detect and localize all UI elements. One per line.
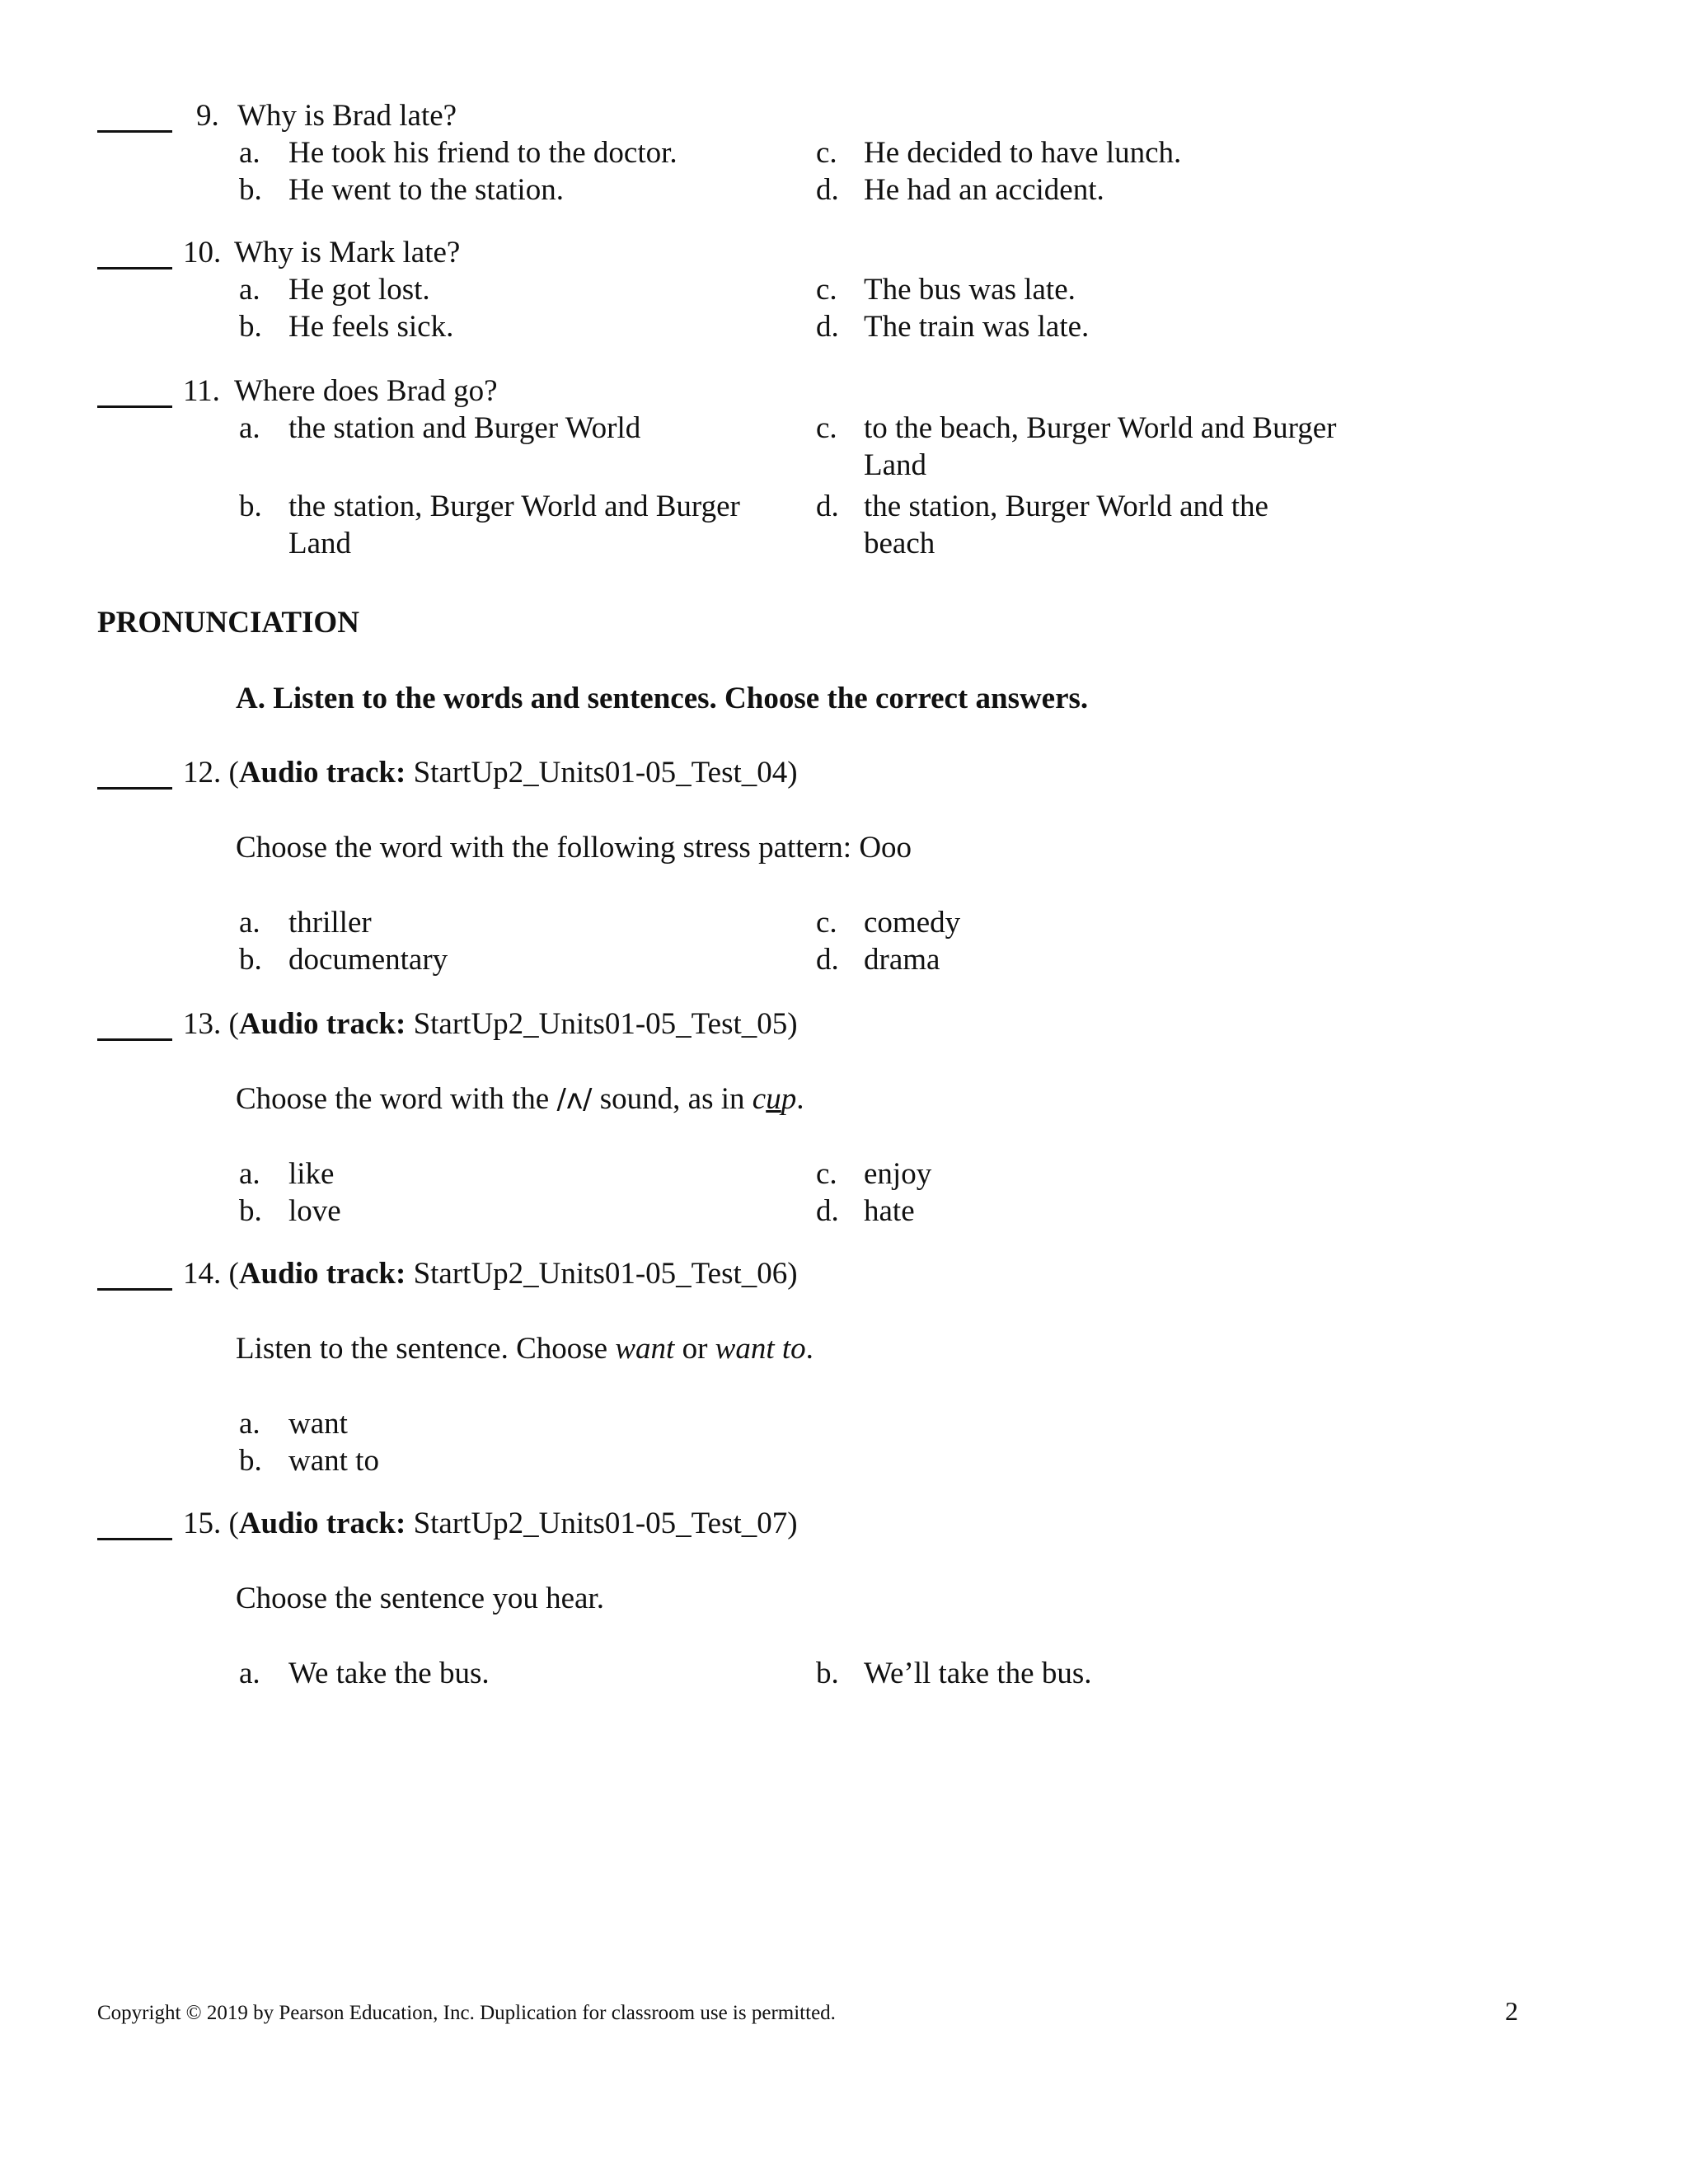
audio-question-line: 15. (Audio track: StartUp2_Units01-05_Test_07) [183, 1507, 798, 1540]
answer-blank [97, 787, 172, 790]
example-word: cup [752, 1082, 797, 1116]
option-text: He feels sick. [288, 310, 454, 344]
option-letter: b. [816, 1657, 839, 1690]
section-heading: PRONUNCIATION [97, 606, 359, 640]
option-letter: d. [816, 943, 839, 977]
option-letter: d. [816, 490, 839, 523]
option-letter: c. [816, 1157, 837, 1191]
option-letter: b. [239, 310, 262, 344]
option-letter: a. [239, 1407, 260, 1441]
option-text: Land [288, 527, 352, 560]
option-text: comedy [864, 906, 961, 940]
option-text: want to [288, 1444, 379, 1478]
question-stem: Why is Mark late? [234, 236, 461, 269]
option-letter: b. [239, 943, 262, 977]
option-letter: d. [816, 310, 839, 344]
audio-track-file: StartUp2_Units01-05_Test_06 [413, 1257, 788, 1291]
option-text: He took his friend to the doctor. [288, 136, 678, 170]
option-text: want [288, 1407, 348, 1441]
option-letter: c. [816, 136, 837, 170]
option-text: We take the bus. [288, 1657, 490, 1690]
question-prompt: Choose the word with the following stress pattern: Ooo [236, 831, 912, 865]
question-number: 15. [183, 1507, 222, 1540]
question-number: 10. [183, 236, 222, 269]
option-text: He went to the station. [288, 173, 564, 207]
question-stem: Why is Brad late? [237, 99, 457, 133]
option-text: to the beach, Burger World and Burger [864, 411, 1337, 445]
option-letter: d. [816, 1194, 839, 1228]
answer-blank [97, 405, 172, 408]
option-letter: a. [239, 273, 260, 307]
option-letter: d. [816, 173, 839, 207]
option-text: The train was late. [864, 310, 1090, 344]
option-text: beach [864, 527, 935, 560]
question-number: 14. [183, 1257, 222, 1291]
question-number: 11. [183, 374, 220, 408]
option-text: documentary [288, 943, 448, 977]
audio-track-file: StartUp2_Units01-05_Test_05 [413, 1007, 788, 1041]
audio-question-line: 13. (Audio track: StartUp2_Units01-05_Test_05) [183, 1007, 798, 1041]
audio-track-label: Audio track: [238, 756, 406, 790]
option-letter: b. [239, 490, 262, 523]
question-number: 9. [196, 99, 219, 133]
answer-blank [97, 267, 172, 269]
phoneme-symbol: /ʌ/ [556, 1083, 593, 1116]
option-text: drama [864, 943, 940, 977]
option-letter: b. [239, 173, 262, 207]
option-letter: c. [816, 411, 837, 445]
section-instruction: A. Listen to the words and sentences. Choose the correct answers. [236, 682, 1089, 715]
question-number: 13. [183, 1007, 222, 1041]
question-prompt: Choose the word with the /ʌ/ sound, as in cup. [236, 1082, 804, 1116]
option-text: The bus was late. [864, 273, 1076, 307]
option-letter: a. [239, 1657, 260, 1690]
option-text: thriller [288, 906, 372, 940]
question-number: 12. [183, 756, 222, 790]
option-text: enjoy [864, 1157, 932, 1191]
answer-blank [97, 1038, 172, 1041]
option-letter: c. [816, 273, 837, 307]
option-text: love [288, 1194, 341, 1228]
answer-blank [97, 1288, 172, 1291]
audio-track-file: StartUp2_Units01-05_Test_04 [413, 756, 788, 790]
option-text: Land [864, 448, 927, 482]
option-letter: b. [239, 1194, 262, 1228]
audio-question-line: 12. (Audio track: StartUp2_Units01-05_Test_04) [183, 756, 798, 790]
audio-track-file: StartUp2_Units01-05_Test_07 [413, 1507, 788, 1540]
option-text: We’ll take the bus. [864, 1657, 1092, 1690]
option-letter: a. [239, 1157, 260, 1191]
option-text: the station, Burger World and Burger [288, 490, 740, 523]
audio-question-line: 14. (Audio track: StartUp2_Units01-05_Test_06) [183, 1257, 798, 1291]
answer-blank [97, 1538, 172, 1540]
question-prompt: Listen to the sentence. Choose want or want to. [236, 1332, 814, 1366]
copyright-notice: Copyright © 2019 by Pearson Education, Inc. Duplication for classroom use is permitted. [97, 2002, 836, 2024]
option-text: hate [864, 1194, 915, 1228]
option-text: the station and Burger World [288, 411, 641, 445]
option-letter: a. [239, 906, 260, 940]
audio-track-label: Audio track: [238, 1007, 406, 1041]
option-letter: a. [239, 136, 260, 170]
option-letter: b. [239, 1444, 262, 1478]
question-prompt: Choose the sentence you hear. [236, 1582, 604, 1615]
option-text: He had an accident. [864, 173, 1104, 207]
option-letter: c. [816, 906, 837, 940]
question-stem: Where does Brad go? [234, 374, 498, 408]
audio-track-label: Audio track: [238, 1507, 406, 1540]
option-text: the station, Burger World and the [864, 490, 1268, 523]
page-number: 2 [1505, 1996, 1518, 2026]
audio-track-label: Audio track: [238, 1257, 406, 1291]
answer-blank [97, 130, 172, 133]
option-text: like [288, 1157, 335, 1191]
option-text: He got lost. [288, 273, 430, 307]
option-letter: a. [239, 411, 260, 445]
option-text: He decided to have lunch. [864, 136, 1182, 170]
